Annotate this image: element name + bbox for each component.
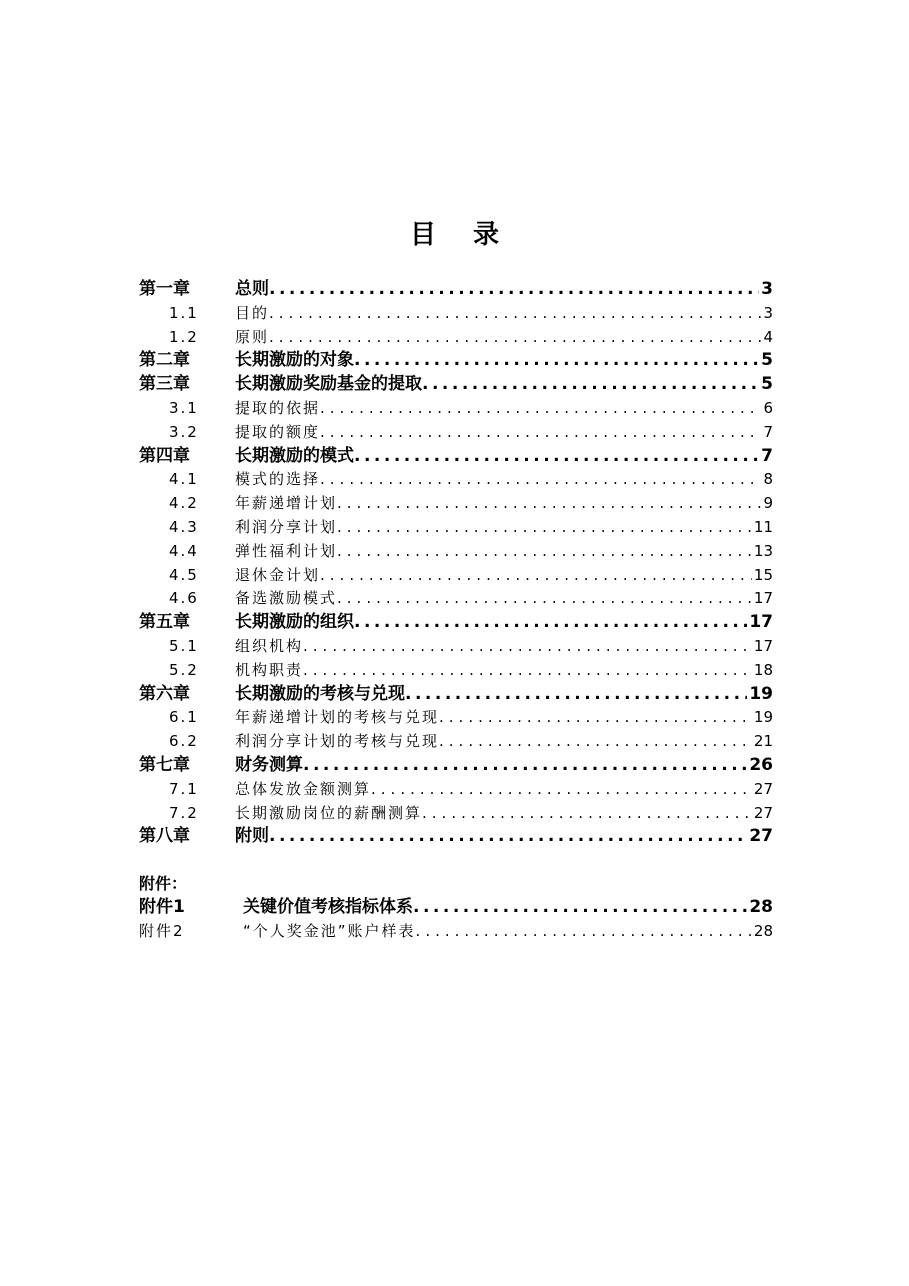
toc-entry-number: 3.2: [169, 422, 199, 441]
toc-dot-leader: [371, 778, 752, 802]
toc-entry-label: 备选激励模式: [235, 589, 338, 608]
toc-entry-label: 长期激励的对象: [235, 350, 354, 371]
toc-dot-leader: [354, 611, 747, 635]
toc-entry-label: 机构职责: [235, 660, 304, 679]
toc-dot-leader: [439, 730, 752, 754]
toc-chapter-entry[interactable]: [139, 349, 773, 373]
toc-section-entry[interactable]: [139, 326, 773, 350]
toc-page-number: 15: [753, 565, 773, 584]
toc-dot-leader: [269, 278, 759, 302]
toc-dot-leader: [422, 802, 752, 826]
toc-section-entry[interactable]: [139, 706, 773, 730]
toc-page-number: 28: [749, 897, 773, 917]
toc-entry-number: 附件2: [139, 921, 185, 940]
table-of-contents: [139, 278, 773, 849]
toc-page-number: 26: [749, 754, 773, 775]
toc-entry-number: 7.2: [169, 803, 199, 822]
toc-entry-label: 利润分享计划的考核与兑现: [235, 732, 440, 751]
toc-entry-number: 第二章: [139, 350, 190, 371]
toc-entry-number: 3.1: [169, 398, 199, 417]
toc-entry-number: 第七章: [139, 754, 190, 775]
toc-entry-number: 7.1: [169, 779, 199, 798]
toc-entry-number: 6.1: [169, 708, 199, 727]
toc-entry-label: 利润分享计划: [235, 517, 338, 536]
toc-page-number: 19: [753, 708, 773, 727]
toc-entry-number: 4.1: [169, 470, 199, 489]
toc-section-entry[interactable]: [139, 564, 773, 588]
toc-dot-leader: [337, 587, 752, 611]
toc-dot-leader: [337, 516, 752, 540]
toc-section-entry[interactable]: [139, 302, 773, 326]
toc-chapter-entry[interactable]: [139, 445, 773, 469]
toc-entry-number: 1.2: [169, 327, 199, 346]
toc-dot-leader: [320, 468, 761, 492]
toc-entry-label: 目的: [235, 303, 270, 322]
toc-page-number: 11: [753, 517, 773, 536]
toc-entry-number: 第五章: [139, 612, 190, 633]
toc-entry-label: 长期激励的模式: [235, 445, 354, 466]
toc-dot-leader: [337, 540, 752, 564]
toc-page-number: 3: [761, 279, 773, 299]
toc-dot-leader: [320, 564, 752, 588]
toc-entry-label: 提取的依据: [235, 398, 321, 417]
toc-page-number: 21: [753, 732, 773, 751]
toc-entry-label: “个人奖金池”账户样表: [243, 921, 416, 940]
toc-entry-number: 第一章: [139, 279, 190, 299]
toc-section-entry[interactable]: [139, 516, 773, 540]
toc-entry-label: 长期激励奖励基金的提取: [235, 374, 422, 395]
toc-entry-label: 年薪递增计划的考核与兑现: [235, 708, 440, 727]
toc-page-number: 5: [761, 350, 773, 371]
toc-entry-number: 4.5: [169, 565, 199, 584]
toc-section-entry[interactable]: [139, 397, 773, 421]
toc-dot-leader: [269, 825, 747, 849]
toc-page-number: 7: [763, 422, 773, 441]
toc-chapter-entry[interactable]: [139, 611, 773, 635]
toc-chapter-entry[interactable]: [139, 896, 773, 920]
toc-entry-number: 5.2: [169, 660, 199, 679]
toc-page-number: 17: [753, 589, 773, 608]
toc-page-number: 18: [753, 660, 773, 679]
toc-chapter-entry[interactable]: [139, 683, 773, 707]
toc-section-entry[interactable]: [139, 802, 773, 826]
toc-page-number: 13: [753, 541, 773, 560]
toc-entry-label: 关键价值考核指标体系: [243, 897, 413, 917]
toc-section-entry[interactable]: [139, 421, 773, 445]
toc-chapter-entry[interactable]: [139, 754, 773, 778]
toc-dot-leader: [413, 896, 747, 920]
toc-dot-leader: [354, 445, 759, 469]
toc-entry-number: 1.1: [169, 303, 199, 322]
toc-page-number: 27: [749, 826, 773, 847]
appendix-list: [139, 896, 773, 944]
toc-entry-number: 6.2: [169, 732, 199, 751]
toc-page-number: 27: [753, 803, 773, 822]
toc-entry-number: 第四章: [139, 445, 190, 466]
toc-dot-leader: [303, 659, 752, 683]
toc-entry-label: 退休金计划: [235, 565, 321, 584]
toc-entry-label: 弹性福利计划: [235, 541, 338, 560]
appendix-heading: 附件：: [139, 874, 188, 893]
toc-entry-label: 总则: [235, 279, 269, 299]
toc-entry-number: 5.1: [169, 636, 199, 655]
toc-page-number: 8: [763, 470, 773, 489]
toc-section-entry[interactable]: [139, 492, 773, 516]
toc-entry-label: 总体发放金额测算: [235, 779, 372, 798]
toc-entry-label: 原则: [235, 327, 270, 346]
toc-dot-leader: [320, 421, 761, 445]
toc-section-entry[interactable]: [139, 468, 773, 492]
toc-entry-label: 长期激励的考核与兑现: [235, 683, 405, 704]
toc-dot-leader: [320, 397, 761, 421]
toc-entry-number: 4.6: [169, 589, 199, 608]
toc-entry-label: 组织机构: [235, 636, 304, 655]
toc-page-number: 5: [761, 374, 773, 395]
toc-dot-leader: [269, 326, 761, 350]
toc-chapter-entry[interactable]: [139, 278, 773, 302]
toc-entry-number: 第六章: [139, 683, 190, 704]
toc-dot-leader: [354, 349, 759, 373]
toc-entry-number: 第八章: [139, 826, 190, 847]
toc-section-entry[interactable]: [139, 540, 773, 564]
toc-entry-label: 长期激励岗位的薪酬测算: [235, 803, 423, 822]
toc-entry-label: 模式的选择: [235, 470, 321, 489]
toc-entry-label: 长期激励的组织: [235, 612, 354, 633]
toc-dot-leader: [337, 492, 761, 516]
toc-dot-leader: [422, 373, 759, 397]
toc-page-number: 6: [763, 398, 773, 417]
toc-entry-label: 附则: [235, 826, 269, 847]
toc-dot-leader: [303, 754, 747, 778]
toc-section-entry[interactable]: [139, 659, 773, 683]
toc-section-entry[interactable]: [139, 730, 773, 754]
toc-entry-number: 4.4: [169, 541, 199, 560]
toc-chapter-entry[interactable]: [139, 825, 773, 849]
toc-dot-leader: [269, 302, 761, 326]
toc-page-number: 4: [763, 327, 773, 346]
toc-dot-leader: [303, 635, 752, 659]
toc-page-number: 28: [753, 921, 773, 940]
toc-page-number: 3: [763, 303, 773, 322]
toc-page-number: 17: [749, 612, 773, 633]
toc-page-number: 17: [753, 636, 773, 655]
toc-section-entry[interactable]: [139, 920, 773, 944]
toc-page-number: 9: [763, 494, 773, 513]
toc-dot-leader: [405, 683, 747, 707]
toc-section-entry[interactable]: [139, 778, 773, 802]
toc-page-number: 7: [761, 445, 773, 466]
toc-section-entry[interactable]: [139, 635, 773, 659]
toc-title: 目 录: [409, 220, 514, 250]
toc-section-entry[interactable]: [139, 587, 773, 611]
toc-page-number: 19: [749, 683, 773, 704]
toc-entry-number: 附件1: [139, 897, 185, 917]
toc-dot-leader: [439, 706, 752, 730]
toc-entry-number: 4.3: [169, 517, 199, 536]
toc-dot-leader: [416, 920, 752, 944]
toc-entry-label: 提取的额度: [235, 422, 321, 441]
toc-entry-number: 4.2: [169, 494, 199, 513]
toc-entry-label: 年薪递增计划: [235, 494, 338, 513]
toc-entry-label: 财务测算: [235, 754, 303, 775]
toc-page-number: 27: [753, 779, 773, 798]
toc-entry-number: 第三章: [139, 374, 190, 395]
toc-chapter-entry[interactable]: [139, 373, 773, 397]
